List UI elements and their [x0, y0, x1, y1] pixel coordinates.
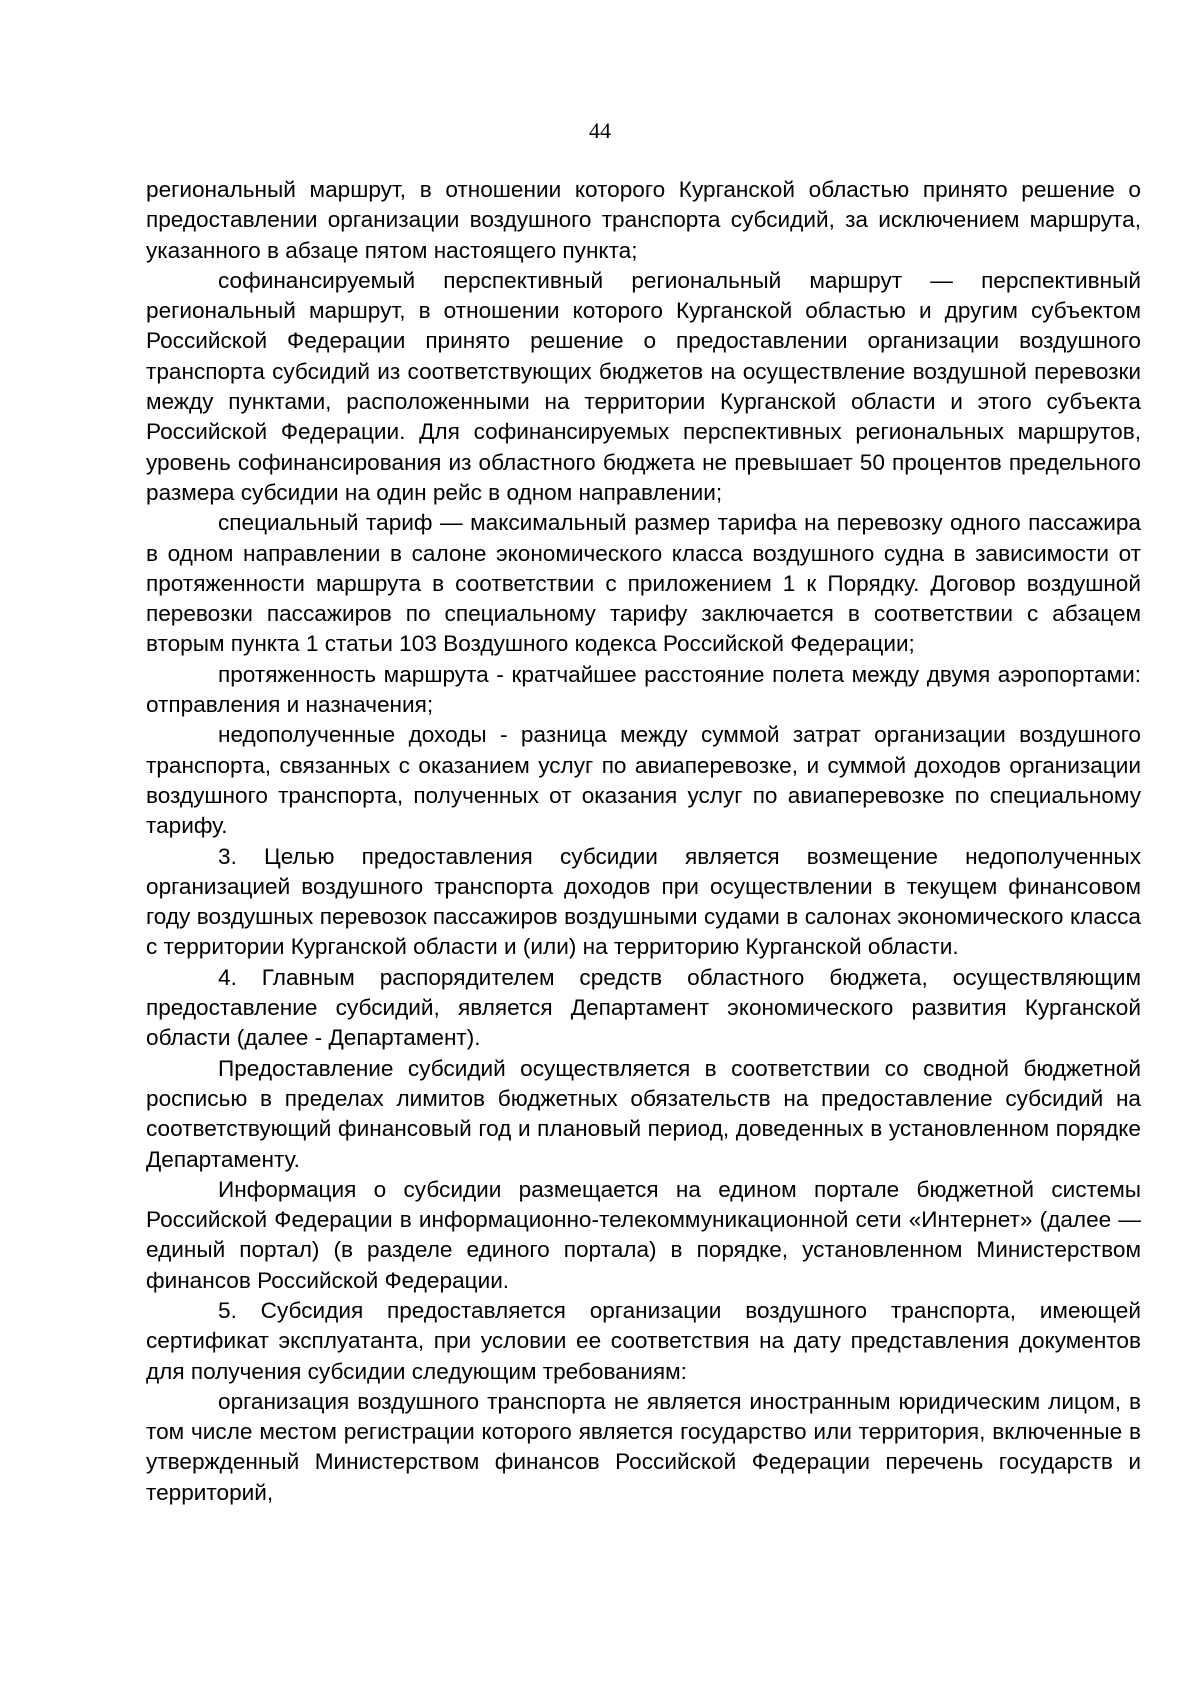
- paragraph-route-length: протяженность маршрута - кратчайшее расстояние полета между двумя аэропортами: отправления и назначения;: [146, 661, 1141, 718]
- paragraph-cofinanced-route: софинансируемый перспективный региональный маршрут — перспективный региональный маршрут, в отношении которого Курганской областью и другим субъектом Российской Федерации принято решение о предоставлении организации воздушного транспорта субсидий из соответствующих бюджетов на осуществление воздушной перевозки между пунктами, расположенными на территории Курганской области и этого субъекта Российской Федерации. Для софинансируемых перспективных региональных маршрутов, уровень софинансирования из областного бюджета не превышает 50 процентов предельного размера субсидии на один рейс в одном направлении;: [146, 267, 1141, 505]
- paragraph-section-5: 5. Субсидия предоставляется организации воздушного транспорта, имеющей сертификат эксплуатанта, при условии ее соответствия на дату представления документов для получения субсидии следующим требованиям:: [146, 1297, 1141, 1384]
- paragraph-foreign-entity-requirement: организация воздушного транспорта не является иностранным юридическим лицом, в том числе местом регистрации которого является государство или территория, включенные в утвержденный Министерством финансов Российской Федерации перечень государств и территорий,: [146, 1388, 1141, 1505]
- page-number: 44: [589, 118, 611, 143]
- paragraph-section-4: 4. Главным распорядителем средств областного бюджета, осуществляющим предоставление субсидий, является Департамент экономического развития Курганской области (далее - Департамент).: [146, 964, 1141, 1051]
- document-body: [146, 175, 1141, 1508]
- paragraph-lost-income: недополученные доходы - разница между суммой затрат организации воздушного транспорта, связанных с оказанием услуг по авиаперевозке, и суммой доходов организации воздушного транспорта, полученных от оказания услуг по авиаперевозке по специальному тарифу.: [146, 722, 1141, 839]
- paragraph-section-3: 3. Целью предоставления субсидии является возмещение недополученных организацией воздушного транспорта доходов при осуществлении в текущем финансовом году воздушных перевозок пассажиров воздушными судами в салонах экономического класса с территории Курганской области и (или) на территорию Курганской области.: [146, 843, 1141, 960]
- paragraph-regional-route-continuation: региональный маршрут, в отношении которого Курганской областью принято решение о предоставлении организации воздушного транспорта субсидий, за исключением маршрута, указанного в абзаце пятом настоящего пункта;: [146, 177, 1141, 263]
- paragraph-special-tariff: специальный тариф — максимальный размер тарифа на перевозку одного пассажира в одном направлении в салоне экономического класса воздушного судна в зависимости от протяженности маршрута в соответствии с приложением 1 к Порядку. Договор воздушной перевозки пассажиров по специальному тарифу заключается в соответствии с абзацем вторым пункта 1 статьи 103 Воздушного кодекса Российской Федерации;: [146, 510, 1141, 657]
- paragraph-budget-provision: Предоставление субсидий осуществляется в соответствии со сводной бюджетной росписью в пределах лимитов бюджетных обязательств на предоставление субсидий на соответствующий финансовый год и плановый период, доведенных в установленном порядке Департаменту.: [146, 1055, 1141, 1172]
- paragraph-portal-info: Информация о субсидии размещается на едином портале бюджетной системы Российской Федерации в информационно-телекоммуникационной сети «Интернет» (далее — единый портал) (в разделе единого портала) в порядке, установленном Министерством финансов Российской Федерации.: [146, 1176, 1141, 1293]
